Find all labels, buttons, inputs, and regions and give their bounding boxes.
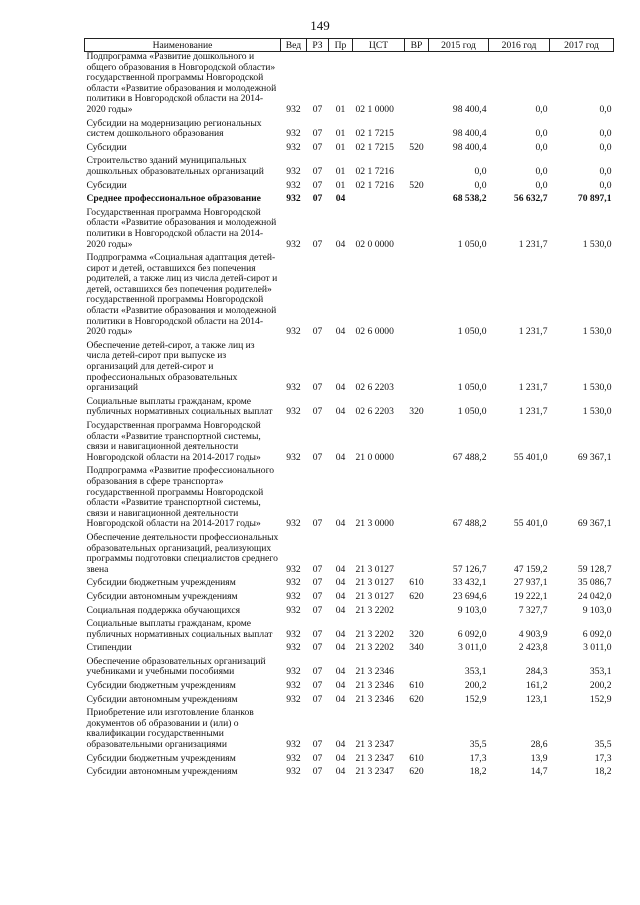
- budget-table-container: [84, 38, 613, 779]
- row-value-2016: 55 401,0: [513, 451, 548, 463]
- row-cst: 21 3 0127: [355, 590, 394, 602]
- row-vr: [405, 419, 429, 464]
- row-pr: 01: [335, 103, 346, 115]
- row-value-2017: 152,9: [589, 693, 612, 705]
- row-value-2017: 17,3: [594, 752, 612, 764]
- row-vr: [405, 706, 429, 751]
- header-name: Наименование: [85, 39, 281, 52]
- row-rz: 07: [312, 577, 323, 589]
- row-vr: 620: [409, 693, 424, 705]
- row-rz: 07: [312, 590, 323, 602]
- row-rz: 07: [312, 739, 323, 751]
- row-value-2015: 353,1: [464, 666, 487, 678]
- row-name: Государственная программа Новгородской области «Развитие образования и молодежной политики в Новгородской области на 2014-2020 годы»: [86, 206, 277, 250]
- row-pr: 01: [335, 128, 346, 140]
- row-rz: 07: [312, 165, 323, 177]
- row-value-2016: 19 222,1: [513, 590, 548, 602]
- table-row: [85, 590, 614, 604]
- row-cst: 02 1 7215: [355, 141, 394, 153]
- row-cst: 21 3 2202: [355, 628, 394, 640]
- table-row: [85, 576, 614, 590]
- row-rz: 07: [312, 193, 323, 205]
- table-row: [85, 679, 614, 693]
- table-body: [85, 52, 614, 779]
- row-value-2015: 0,0: [474, 165, 487, 177]
- row-pr: 04: [335, 451, 346, 463]
- budget-table: [84, 38, 614, 779]
- row-name: Подпрограмма «Развитие профессионального образования в сфере транспорта» государственной программы Новгородской области «Развитие транспортной системы, связи и навигационной деятельности Новгородской области на 2014-2017 годы»: [86, 465, 275, 530]
- row-vr: 620: [409, 766, 424, 778]
- row-cst: 02 6 2203: [355, 406, 394, 418]
- row-cst: 02 6 2203: [355, 382, 394, 394]
- row-cst: [353, 192, 405, 206]
- row-rz: 07: [312, 179, 323, 191]
- row-value-2017: 70 897,1: [577, 193, 612, 205]
- row-pr: 04: [335, 406, 346, 418]
- row-cst: 21 3 2202: [355, 604, 394, 616]
- row-pr: 04: [335, 518, 346, 530]
- row-name: Обеспечение детей-сирот, а также лиц из числа детей-сирот при выпуске из организаций для детей-сирот и профессиональных образовательных организаций: [86, 339, 255, 394]
- row-value-2017: 69 367,1: [577, 451, 612, 463]
- row-value-2017: 35,5: [594, 739, 612, 751]
- row-ved: 932: [286, 590, 301, 602]
- row-value-2017: 1 530,0: [582, 382, 612, 394]
- row-pr: 04: [335, 680, 346, 692]
- row-pr: 04: [335, 590, 346, 602]
- row-cst: 02 0 0000: [355, 238, 394, 250]
- row-rz: 07: [312, 766, 323, 778]
- row-value-2017: 1 530,0: [582, 238, 612, 250]
- row-value-2017: 0,0: [599, 141, 612, 153]
- row-value-2015: 67 488,2: [452, 451, 487, 463]
- row-vr: 610: [409, 577, 424, 589]
- row-value-2015: 3 011,0: [458, 642, 487, 654]
- row-value-2015: 1 050,0: [457, 238, 487, 250]
- row-value-2017: 353,1: [589, 666, 612, 678]
- row-rz: 07: [312, 642, 323, 654]
- row-cst: 02 1 7216: [355, 165, 394, 177]
- row-ved: 932: [286, 406, 301, 418]
- row-vr: 520: [409, 141, 424, 153]
- row-value-2016: 0,0: [535, 179, 548, 191]
- row-ved: 932: [286, 693, 301, 705]
- row-vr: 340: [409, 642, 424, 654]
- page-number: 149: [310, 18, 330, 33]
- row-pr: 01: [335, 165, 346, 177]
- row-vr: [405, 154, 429, 178]
- row-value-2016: 47 159,2: [513, 563, 548, 575]
- table-row: [85, 206, 614, 251]
- table-row: [85, 251, 614, 339]
- row-value-2017: 0,0: [599, 179, 612, 191]
- row-name: Субсидии бюджетным учреждениям: [86, 577, 236, 589]
- table-row: [85, 531, 614, 576]
- table-row: [85, 693, 614, 707]
- table-row: [85, 464, 614, 531]
- header-cst: ЦСТ: [353, 39, 405, 52]
- row-pr: 04: [335, 382, 346, 394]
- row-value-2015: 0,0: [474, 179, 487, 191]
- row-value-2017: 6 092,0: [582, 628, 612, 640]
- table-row: [85, 706, 614, 751]
- row-ved: 932: [286, 179, 301, 191]
- row-value-2017: 1 530,0: [582, 326, 612, 338]
- row-value-2015: 6 092,0: [457, 628, 487, 640]
- row-value-2016: 55 401,0: [513, 518, 548, 530]
- row-rz: 07: [312, 693, 323, 705]
- row-rz: 07: [312, 326, 323, 338]
- row-ved: 932: [286, 642, 301, 654]
- row-cst: 21 3 0127: [355, 563, 394, 575]
- row-vr: 320: [409, 406, 424, 418]
- row-name: Социальные выплаты гражданам, кроме публичных нормативных социальных выплат: [86, 395, 273, 418]
- row-ved: 932: [286, 766, 301, 778]
- row-value-2015: 17,3: [469, 752, 487, 764]
- row-ved: 932: [286, 128, 301, 140]
- row-ved: 932: [286, 165, 301, 177]
- row-rz: 07: [312, 238, 323, 250]
- row-value-2016: 161,2: [525, 680, 548, 692]
- row-value-2017: 24 042,0: [577, 590, 612, 602]
- row-ved: 932: [286, 604, 301, 616]
- row-value-2017: 200,2: [589, 680, 612, 692]
- row-name: Субсидии бюджетным учреждениям: [86, 752, 236, 764]
- row-cst: 21 3 2346: [355, 680, 394, 692]
- row-cst: 21 3 0127: [355, 577, 394, 589]
- row-value-2016: 28,6: [530, 739, 548, 751]
- row-value-2016: 0,0: [535, 128, 548, 140]
- row-cst: 21 3 2346: [355, 666, 394, 678]
- table-row: [85, 752, 614, 766]
- row-ved: 932: [286, 326, 301, 338]
- row-ved: 932: [286, 680, 301, 692]
- row-value-2016: 0,0: [535, 103, 548, 115]
- row-name: Социальные выплаты гражданам, кроме публичных нормативных социальных выплат: [86, 618, 273, 640]
- row-value-2017: 59 128,7: [577, 563, 612, 575]
- row-value-2016: 7 327,7: [518, 604, 548, 616]
- row-vr: [405, 604, 429, 618]
- row-value-2016: 123,1: [525, 693, 548, 705]
- row-cst: 02 1 0000: [355, 103, 394, 115]
- row-pr: 04: [335, 193, 346, 205]
- row-rz: 07: [312, 128, 323, 140]
- row-cst: 21 3 2346: [355, 693, 394, 705]
- row-value-2017: 0,0: [599, 128, 612, 140]
- table-row: [85, 419, 614, 464]
- row-ved: 932: [286, 103, 301, 115]
- row-cst: 21 3 2202: [355, 642, 394, 654]
- row-vr: [405, 251, 429, 339]
- row-vr: [405, 206, 429, 251]
- row-value-2016: 0,0: [535, 165, 548, 177]
- row-value-2016: 1 231,7: [518, 326, 548, 338]
- row-value-2016: 284,3: [525, 666, 548, 678]
- row-vr: 520: [409, 179, 424, 191]
- row-vr: [405, 464, 429, 531]
- row-value-2016: 1 231,7: [518, 406, 548, 418]
- row-name: Субсидии автономным учреждениям: [86, 766, 238, 778]
- row-value-2015: 68 538,2: [452, 193, 487, 205]
- row-vr: [405, 531, 429, 576]
- row-vr: [405, 192, 429, 206]
- row-rz: 07: [312, 563, 323, 575]
- row-name: Приобретение или изготовление бланков документов об образовании и (или) о квалификации государственными образовательными организациями: [86, 707, 254, 751]
- row-ved: 932: [286, 518, 301, 530]
- row-ved: 932: [286, 238, 301, 250]
- row-value-2015: 200,2: [464, 680, 487, 692]
- row-ved: 932: [286, 739, 301, 751]
- row-pr: 04: [335, 628, 346, 640]
- row-name: Государственная программа Новгородской области «Развитие транспортной системы, связи и навигационной деятельности Новгородской области на 2014-2017 годы»: [86, 420, 261, 463]
- row-ved: 932: [286, 577, 301, 589]
- row-name: Среднее профессиональное образование: [86, 193, 261, 205]
- table-row: [85, 154, 614, 178]
- row-pr: 01: [335, 141, 346, 153]
- row-value-2015: 23 694,6: [452, 590, 487, 602]
- row-value-2017: 18,2: [594, 766, 612, 778]
- row-value-2017: 0,0: [599, 103, 612, 115]
- row-cst: 21 3 0000: [355, 518, 394, 530]
- header-vr: ВР: [405, 39, 429, 52]
- row-rz: 07: [312, 752, 323, 764]
- row-ved: 932: [286, 752, 301, 764]
- table-row: [85, 765, 614, 779]
- row-cst: 02 6 0000: [355, 326, 394, 338]
- row-cst: 21 3 2347: [355, 752, 394, 764]
- row-vr: [405, 655, 429, 679]
- row-value-2015: 9 103,0: [457, 604, 487, 616]
- row-value-2015: 57 126,7: [452, 563, 487, 575]
- row-ved: 932: [286, 451, 301, 463]
- row-pr: 04: [335, 766, 346, 778]
- table-row: [85, 617, 614, 641]
- row-vr: 620: [409, 590, 424, 602]
- row-pr: 04: [335, 604, 346, 616]
- row-value-2016: 1 231,7: [518, 382, 548, 394]
- row-value-2015: 1 050,0: [457, 382, 487, 394]
- row-ved: 932: [286, 563, 301, 575]
- table-row: [85, 604, 614, 618]
- row-name: Строительство зданий муниципальных дошкольных образовательных организаций: [86, 155, 264, 177]
- row-cst: 21 3 2347: [355, 739, 394, 751]
- row-cst: 21 0 0000: [355, 451, 394, 463]
- row-value-2017: 1 530,0: [582, 406, 612, 418]
- row-name: Субсидии на модернизацию региональных систем дошкольного образования: [86, 117, 262, 140]
- table-row: [85, 117, 614, 141]
- row-value-2016: 0,0: [535, 141, 548, 153]
- table-row: [85, 52, 614, 117]
- row-name: Подпрограмма «Развитие дошкольного и общего образования в Новгородской области» государственной программы Новгородской области «Развитие образования и молодежной политики в Новгородской области на 2014-2020 годы»: [86, 51, 277, 115]
- row-vr: [405, 117, 429, 141]
- row-value-2017: 3 011,0: [583, 642, 612, 654]
- row-value-2016: 56 632,7: [513, 193, 548, 205]
- row-rz: 07: [312, 628, 323, 640]
- row-rz: 07: [312, 451, 323, 463]
- row-name: Обеспечение образовательных организаций учебниками и учебными пособиями: [86, 655, 266, 678]
- row-vr: 320: [409, 628, 424, 640]
- row-ved: 932: [286, 628, 301, 640]
- row-ved: 932: [286, 193, 301, 205]
- row-value-2017: 9 103,0: [582, 604, 612, 616]
- row-value-2017: 35 086,7: [577, 577, 612, 589]
- row-rz: 07: [312, 680, 323, 692]
- row-cst: 02 1 7215: [355, 128, 394, 140]
- row-name: Субсидии бюджетным учреждениям: [86, 680, 236, 692]
- row-value-2017: 0,0: [599, 165, 612, 177]
- row-rz: 07: [312, 604, 323, 616]
- row-value-2015: 98 400,4: [452, 128, 487, 140]
- row-rz: 07: [312, 406, 323, 418]
- row-pr: 04: [335, 693, 346, 705]
- row-rz: 07: [312, 666, 323, 678]
- table-row: [85, 395, 614, 419]
- row-pr: 01: [335, 179, 346, 191]
- row-vr: 610: [409, 752, 424, 764]
- row-pr: 04: [335, 577, 346, 589]
- row-pr: 04: [335, 326, 346, 338]
- header-pr: Пр: [329, 39, 353, 52]
- row-name: Субсидии автономным учреждениям: [86, 590, 238, 602]
- row-value-2016: 14,7: [530, 766, 548, 778]
- row-cst: 02 1 7216: [355, 179, 394, 191]
- table-row: [85, 179, 614, 193]
- row-vr: [405, 339, 429, 395]
- header-2017: 2017 год: [550, 39, 614, 52]
- row-pr: 04: [335, 666, 346, 678]
- table-row: [85, 641, 614, 655]
- row-value-2015: 98 400,4: [452, 103, 487, 115]
- row-vr: 610: [409, 680, 424, 692]
- table-header: [85, 39, 614, 52]
- row-value-2015: 18,2: [469, 766, 487, 778]
- row-name: Социальная поддержка обучающихся: [86, 604, 241, 616]
- row-value-2016: 13,9: [530, 752, 548, 764]
- table-row: [85, 655, 614, 679]
- row-ved: 932: [286, 382, 301, 394]
- row-value-2016: 1 231,7: [518, 238, 548, 250]
- row-vr: [405, 52, 429, 117]
- row-name: Субсидии автономным учреждениям: [86, 693, 238, 705]
- table-row: [85, 339, 614, 395]
- row-pr: 04: [335, 238, 346, 250]
- table-row: [85, 192, 614, 206]
- row-name: Подпрограмма «Социальная адаптация детей-сирот и детей, оставшихся без попечения родителей, а также лиц из числа детей-сирот и детей, оставшихся без попечения родителей» государственной программы Новгородской области «Развитие образования и молодежной политики в Новгородской области на 2014-2020 годы»: [86, 252, 278, 338]
- row-value-2017: 69 367,1: [577, 518, 612, 530]
- header-2015: 2015 год: [429, 39, 489, 52]
- row-pr: 04: [335, 563, 346, 575]
- header-rz: РЗ: [307, 39, 329, 52]
- row-pr: 04: [335, 642, 346, 654]
- row-value-2015: 1 050,0: [457, 326, 487, 338]
- row-pr: 04: [335, 739, 346, 751]
- row-value-2015: 67 488,2: [452, 518, 487, 530]
- header-2016: 2016 год: [489, 39, 550, 52]
- row-name: Субсидии: [86, 179, 127, 191]
- row-value-2015: 1 050,0: [457, 406, 487, 418]
- row-value-2015: 35,5: [469, 739, 487, 751]
- row-value-2016: 2 423,8: [518, 642, 548, 654]
- row-name: Стипендии: [86, 642, 132, 654]
- row-value-2016: 27 937,1: [513, 577, 548, 589]
- row-cst: 21 3 2347: [355, 766, 394, 778]
- row-pr: 04: [335, 752, 346, 764]
- row-rz: 07: [312, 103, 323, 115]
- table-row: [85, 141, 614, 155]
- header-ved: Вед: [281, 39, 307, 52]
- row-value-2016: 4 903,9: [518, 628, 548, 640]
- row-value-2015: 98 400,4: [452, 141, 487, 153]
- row-name: Обеспечение деятельности профессиональных образовательных организаций, реализующих программы подготовки специалистов среднего звена: [86, 531, 279, 575]
- row-value-2015: 152,9: [464, 693, 487, 705]
- row-ved: 932: [286, 666, 301, 678]
- row-value-2015: 33 432,1: [452, 577, 487, 589]
- row-name: Субсидии: [86, 141, 127, 153]
- row-ved: 932: [286, 141, 301, 153]
- row-rz: 07: [312, 382, 323, 394]
- row-rz: 07: [312, 518, 323, 530]
- row-rz: 07: [312, 141, 323, 153]
